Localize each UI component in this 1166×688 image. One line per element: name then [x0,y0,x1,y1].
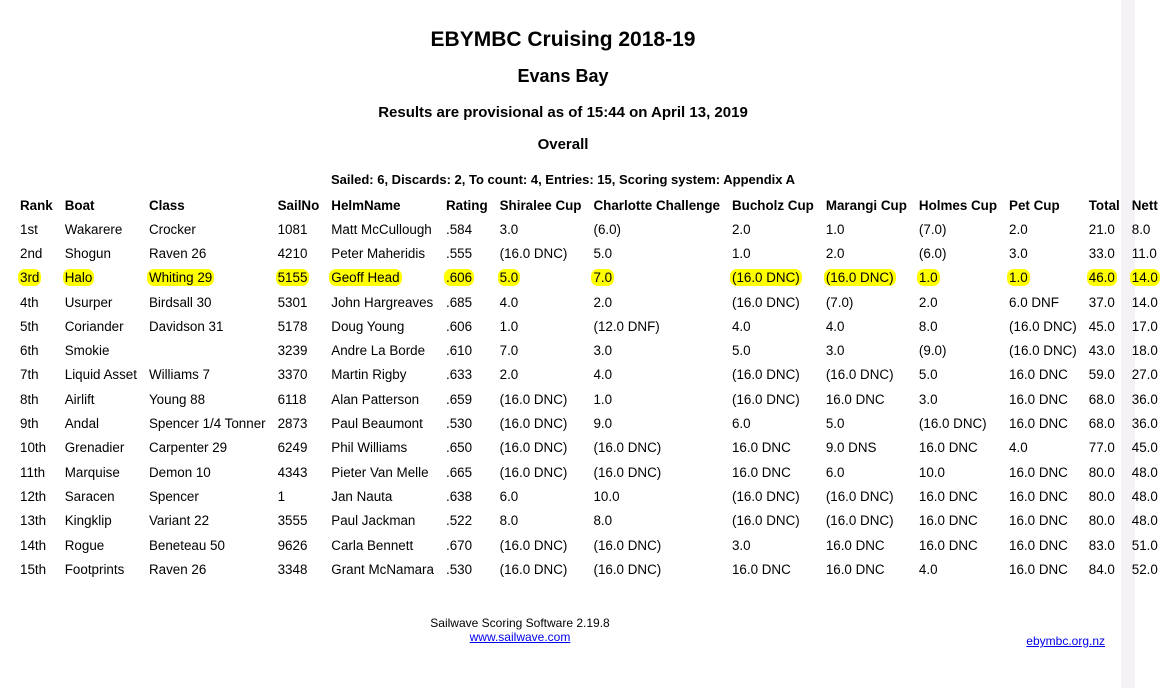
cell-total: 43.0 [1088,343,1115,359]
cell-shiralee-cup: (16.0 DNC) [499,464,568,480]
cell-sailno: 4210 [277,245,308,261]
cell-marangi-cup: 5.0 [825,416,845,432]
club-link[interactable]: ebymbc.org.nz [1026,634,1105,648]
cell-helm-name: Carla Bennett [331,537,414,553]
cell-holmes-cup: 16.0 DNC [918,440,978,456]
sailwave-link[interactable]: www.sailwave.com [469,630,571,644]
cell-pet-cup: 16.0 DNC [1009,561,1068,577]
cell-charlotte-challenge: (6.0) [593,221,622,237]
software-name: Sailwave Scoring Software 2.19.8 [430,616,610,630]
cell-rating: .685 [445,294,473,310]
cell-pet-cup: 6.0 DNF [1009,294,1059,310]
cell-shiralee-cup: 2.0 [499,367,519,383]
cell-helm-name: Paul Beaumont [331,416,423,432]
highlighted-value: 5.0 [499,270,519,286]
cell-class: Spencer [148,488,199,504]
cell-marangi-cup: (16.0 DNC) [825,488,894,504]
cell-class: Birdsall 30 [148,294,212,310]
highlighted-value: 14.0 [1131,270,1158,286]
cell-marangi-cup: 2.0 [825,245,845,261]
column-header-nett: Nett [1131,197,1158,213]
cell-bucholz-cup: (16.0 DNC) [731,367,800,383]
cell-nett: 48.0 [1131,464,1158,480]
cell-boat: Rogue [64,537,105,553]
cell-shiralee-cup: 7.0 [499,343,519,359]
column-header-shiralee-cup: Shiralee Cup [499,197,582,213]
cell-nett: 51.0 [1131,537,1158,553]
cell-total: 59.0 [1088,367,1115,383]
cell-shiralee-cup: (16.0 DNC) [499,440,568,456]
cell-boat [59,266,143,290]
cell-bucholz-cup: 3.0 [731,537,751,553]
cell-class: Williams 7 [148,367,210,383]
table-row [14,533,1166,557]
cell-shiralee-cup: 1.0 [499,318,519,334]
cell-rating: .530 [445,416,473,432]
cell-shiralee-cup: 4.0 [499,294,519,310]
cell-boat: Marquise [64,464,120,480]
club-credit [1026,634,1105,648]
cell-boat: Airlift [64,391,95,407]
cell-nett: 14.0 [1131,294,1158,310]
cell-rating: .530 [445,561,473,577]
cell-sailno: 2873 [277,416,308,432]
cell-class: Carpenter 29 [148,440,228,456]
cell-total: 80.0 [1088,513,1115,529]
cell-helm-name: Jan Nauta [331,488,393,504]
cell-class: Crocker [148,221,196,237]
cell-charlotte-challenge: 8.0 [593,513,613,529]
cell-sailno: 9626 [277,537,308,553]
cell-nett: 11.0 [1131,245,1157,261]
cell-bucholz-cup: 16.0 DNC [731,440,791,456]
cell-marangi-cup: (16.0 DNC) [825,513,894,529]
cell-class: Demon 10 [148,464,211,480]
cell-boat: Smokie [64,343,110,359]
cell-pet-cup: 16.0 DNC [1009,416,1068,432]
cell-marangi-cup: 9.0 DNS [825,440,877,456]
venue-heading: Evans Bay [517,66,609,86]
cell-class: Spencer 1/4 Tonner [148,416,266,432]
column-header-helm-name: HelmName [331,197,401,213]
cell-pet-cup: 16.0 DNC [1009,537,1068,553]
cell-boat: Liquid Asset [64,367,137,383]
cell-helm-name [325,266,440,290]
results-body [14,217,1166,581]
cell-rank: 6th [20,343,39,359]
table-row [14,411,1166,435]
cell-total: 80.0 [1088,488,1115,504]
cell-charlotte-challenge: 3.0 [593,343,613,359]
table-row [14,460,1166,484]
cell-holmes-cup: (7.0) [918,221,947,237]
cell-nett: 36.0 [1131,416,1158,432]
cell-bucholz-cup: 4.0 [731,318,751,334]
cell-helm-name: Paul Jackman [331,513,416,529]
cell-rank: 9th [20,416,39,432]
cell-nett: 52.0 [1131,561,1158,577]
cell-charlotte-challenge: (12.0 DNF) [593,318,660,334]
highlighted-value: 46.0 [1088,270,1115,286]
cell-helm-name: Phil Williams [331,440,408,456]
cell-charlotte-challenge: 9.0 [593,416,613,432]
cell-rank: 10th [20,440,47,456]
cell-charlotte-challenge: 4.0 [593,367,613,383]
cell-marangi-cup: 6.0 [825,464,845,480]
cell-total: 45.0 [1088,318,1115,334]
column-header-boat: Boat [64,197,95,213]
cell-rating: .522 [445,513,473,529]
cell-holmes-cup: (9.0) [918,343,947,359]
cell-total: 21.0 [1088,221,1115,237]
cell-pet-cup: (16.0 DNC) [1009,343,1077,359]
cell-helm-name: Martin Rigby [331,367,407,383]
cell-boat: Coriander [64,318,124,334]
highlighted-value: .606 [445,270,473,286]
cell-total: 77.0 [1088,440,1115,456]
cell-marangi-cup: 16.0 DNC [825,391,885,407]
cell-marangi-cup: 3.0 [825,343,845,359]
cell-rating: .638 [445,488,473,504]
cell-class: Young 88 [148,391,206,407]
cell-shiralee-cup: (16.0 DNC) [499,561,568,577]
highlighted-value: Geoff Head [331,270,400,286]
cell-helm-name: Peter Maheridis [331,245,426,261]
cell-boat: Usurper [64,294,113,310]
cell-class [143,266,272,290]
cell-rating: .584 [445,221,473,237]
cell-rating: .606 [445,318,473,334]
cell-holmes-cup: 16.0 DNC [918,488,978,504]
cell-sailno: 5301 [277,294,308,310]
cell-pet-cup: 16.0 DNC [1009,367,1068,383]
cell-shiralee-cup: (16.0 DNC) [499,416,568,432]
software-credit [420,616,620,644]
cell-holmes-cup: (6.0) [918,245,947,261]
cell-charlotte-challenge: (16.0 DNC) [593,537,662,553]
cell-rank: 8th [20,391,39,407]
cell-rating: .555 [445,245,473,261]
table-header-row [14,193,1166,217]
cell-shiralee-cup: 8.0 [499,513,519,529]
cell-rank: 7th [20,367,39,383]
table-row [14,266,1166,290]
cell-pet-cup [1003,266,1083,290]
cell-sailno: 3555 [277,513,308,529]
cell-pet-cup: 16.0 DNC [1009,464,1068,480]
highlighted-value: (16.0 DNC) [825,270,894,286]
cell-marangi-cup: 16.0 DNC [825,561,885,577]
cell-boat: Grenadier [64,440,125,456]
cell-rating: .659 [445,391,473,407]
cell-charlotte-challenge [587,266,726,290]
cell-marangi-cup [820,266,913,290]
cell-sailno [272,266,326,290]
cell-sailno: 3370 [277,367,308,383]
cell-sailno: 1 [277,488,286,504]
cell-rank: 13th [20,513,47,529]
highlighted-value: 3rd [20,270,40,286]
table-row [14,290,1166,314]
cell-holmes-cup: 3.0 [918,391,938,407]
table-row [14,387,1166,411]
table-row [14,509,1166,533]
highlighted-value: 1.0 [1009,270,1028,286]
cell-sailno: 5178 [277,318,308,334]
column-header-holmes-cup: Holmes Cup [918,197,998,213]
cell-bucholz-cup: (16.0 DNC) [731,391,800,407]
cell-rating [440,266,494,290]
cell-class: Variant 22 [148,513,210,529]
cell-nett: 45.0 [1131,440,1158,456]
cell-total: 80.0 [1088,464,1115,480]
column-header-marangi-cup: Marangi Cup [825,197,907,213]
cell-boat: Andal [64,416,99,432]
cell-boat: Shogun [64,245,111,261]
cell-class: Raven 26 [148,561,207,577]
cell-shiralee-cup: (16.0 DNC) [499,245,568,261]
cell-pet-cup: (16.0 DNC) [1009,318,1077,334]
cell-holmes-cup: 16.0 DNC [918,513,978,529]
cell-helm-name: Pieter Van Melle [331,464,429,480]
highlighted-value: Halo [64,270,93,286]
cell-nett: 17.0 [1131,318,1158,334]
cell-total: 37.0 [1088,294,1115,310]
cell-bucholz-cup [726,266,820,290]
column-header-rating: Rating [445,197,488,213]
cell-holmes-cup: 5.0 [918,367,938,383]
cell-holmes-cup: 10.0 [918,464,945,480]
table-row [14,217,1166,241]
table-row [14,557,1166,581]
cell-rank [14,266,59,290]
page-title: EBYMBC Cruising 2018-19 [430,28,696,51]
cell-marangi-cup: (16.0 DNC) [825,367,894,383]
cell-holmes-cup: 2.0 [918,294,938,310]
cell-nett [1126,266,1166,290]
cell-class: Beneteau 50 [148,537,225,553]
cell-holmes-cup: 8.0 [918,318,938,334]
column-header-charlotte-challenge: Charlotte Challenge [593,197,720,213]
cell-nett: 48.0 [1131,488,1158,504]
cell-holmes-cup [913,266,1003,290]
cell-rank: 5th [20,318,39,334]
cell-marangi-cup: (7.0) [825,294,854,310]
cell-rating: .633 [445,367,473,383]
cell-holmes-cup: (16.0 DNC) [918,416,987,432]
column-header-class: Class [148,197,185,213]
cell-charlotte-challenge: (16.0 DNC) [593,464,662,480]
cell-pet-cup: 3.0 [1009,245,1028,261]
cell-total: 83.0 [1088,537,1115,553]
column-header-pet-cup: Pet Cup [1009,197,1060,213]
cell-class: Raven 26 [148,245,207,261]
cell-charlotte-challenge: (16.0 DNC) [593,561,662,577]
cell-charlotte-challenge: 2.0 [593,294,613,310]
highlighted-value: Whiting 29 [148,270,213,286]
cell-nett: 27.0 [1131,367,1158,383]
table-row [14,338,1166,362]
cell-rank: 15th [20,561,47,577]
table-row [14,314,1166,338]
cell-pet-cup: 2.0 [1009,221,1028,237]
cell-sailno: 3348 [277,561,308,577]
cell-nett: 18.0 [1131,343,1158,359]
cell-rating: .610 [445,343,473,359]
cell-pet-cup: 16.0 DNC [1009,488,1068,504]
cell-sailno: 1081 [277,221,308,237]
cell-rank: 12th [20,488,47,504]
results-status: Results are provisional as of 15:44 on April 13, 2019 [378,104,748,121]
cell-bucholz-cup: 6.0 [731,416,751,432]
highlighted-value: 1.0 [918,270,938,286]
cell-helm-name: John Hargreaves [331,294,434,310]
table-row [14,363,1166,387]
cell-charlotte-challenge: (16.0 DNC) [593,440,662,456]
cell-total: 68.0 [1088,391,1115,407]
cell-holmes-cup: 16.0 DNC [918,537,978,553]
column-header-sailno: SailNo [277,197,320,213]
cell-bucholz-cup: 2.0 [731,221,751,237]
cell-rank: 1st [20,221,38,237]
cell-rank: 2nd [20,245,43,261]
cell-charlotte-challenge: 10.0 [593,488,620,504]
cell-helm-name: Andre La Borde [331,343,426,359]
cell-shiralee-cup [494,266,588,290]
column-header-bucholz-cup: Bucholz Cup [731,197,814,213]
cell-boat: Wakarere [64,221,123,237]
cell-pet-cup: 4.0 [1009,440,1028,456]
cell-pet-cup: 16.0 DNC [1009,391,1068,407]
cell-nett: 36.0 [1131,391,1158,407]
cell-sailno: 4343 [277,464,308,480]
cell-marangi-cup: 4.0 [825,318,845,334]
cell-boat: Kingklip [64,513,112,529]
cell-boat: Footprints [64,561,125,577]
column-header-total: Total [1088,197,1120,213]
cell-rating: .665 [445,464,473,480]
cell-rank: 4th [20,294,39,310]
cell-rating: .670 [445,537,473,553]
cell-pet-cup: 16.0 DNC [1009,513,1068,529]
cell-shiralee-cup: (16.0 DNC) [499,391,568,407]
cell-sailno: 6118 [277,391,307,407]
cell-total: 84.0 [1088,561,1115,577]
column-header-rank: Rank [20,197,53,213]
cell-charlotte-challenge: 1.0 [593,391,613,407]
cell-total: 33.0 [1088,245,1115,261]
table-row [14,484,1166,508]
cell-helm-name: Matt McCullough [331,221,432,237]
cell-nett: 8.0 [1131,221,1151,237]
cell-marangi-cup: 1.0 [825,221,845,237]
table-row [14,436,1166,460]
cell-helm-name: Alan Patterson [331,391,420,407]
cell-bucholz-cup: 5.0 [731,343,751,359]
cell-sailno: 6249 [277,440,308,456]
cell-shiralee-cup: 3.0 [499,221,519,237]
cell-rank: 14th [20,537,47,553]
cell-bucholz-cup: 16.0 DNC [731,464,791,480]
cell-rating: .650 [445,440,473,456]
cell-helm-name: Doug Young [331,318,405,334]
cell-shiralee-cup: 6.0 [499,488,519,504]
cell-total: 68.0 [1088,416,1115,432]
cell-charlotte-challenge: 5.0 [593,245,613,261]
cell-bucholz-cup: 1.0 [731,245,751,261]
cell-rank: 11th [20,464,46,480]
cell-nett: 48.0 [1131,513,1158,529]
highlighted-value: (16.0 DNC) [731,270,800,286]
cell-bucholz-cup: (16.0 DNC) [731,294,800,310]
cell-bucholz-cup: (16.0 DNC) [731,513,800,529]
series-summary: Sailed: 6, Discards: 2, To count: 4, Entries: 15, Scoring system: Appendix A [330,172,796,187]
cell-shiralee-cup: (16.0 DNC) [499,537,568,553]
highlighted-value: 5155 [277,270,308,286]
highlighted-value: 7.0 [593,270,613,286]
cell-sailno: 3239 [277,343,308,359]
cell-holmes-cup: 4.0 [918,561,938,577]
section-heading: Overall [537,136,589,153]
cell-marangi-cup: 16.0 DNC [825,537,885,553]
cell-total [1083,266,1126,290]
cell-bucholz-cup: (16.0 DNC) [731,488,800,504]
cell-class: Davidson 31 [148,318,224,334]
results-table [14,193,1166,581]
cell-class [143,338,272,362]
cell-boat: Saracen [64,488,115,504]
cell-bucholz-cup: 16.0 DNC [731,561,791,577]
table-row [14,241,1166,265]
cell-helm-name: Grant McNamara [331,561,434,577]
